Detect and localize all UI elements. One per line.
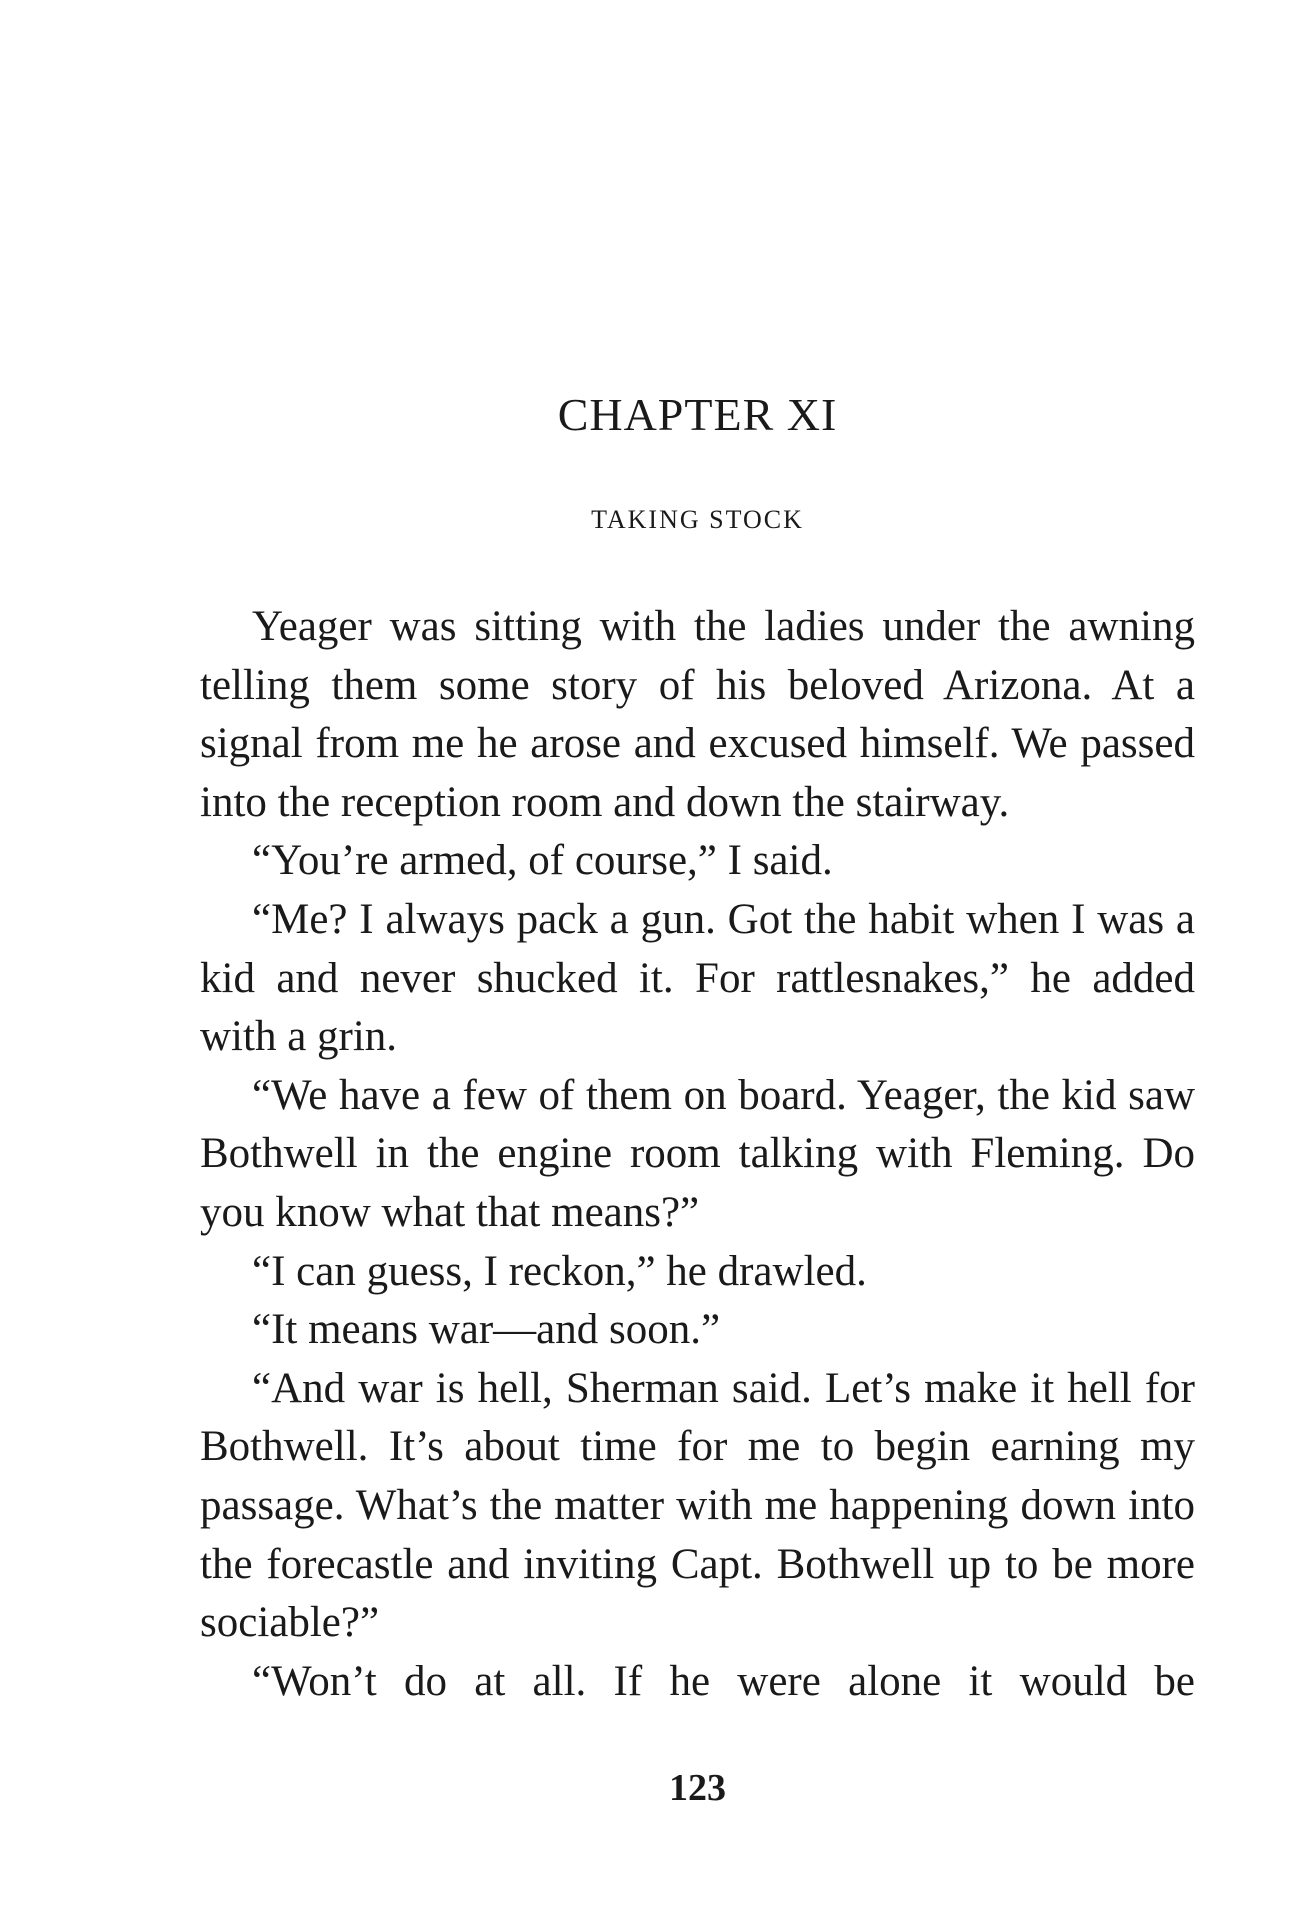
paragraph: Yeager was sitting with the ladies under the awning telling them some story of his beloved Arizona. At a signal from me he arose and excused himself. We passed into the reception room and down the stairway.: [200, 603, 1195, 826]
chapter-subtitle: TAKING STOCK: [591, 505, 804, 534]
paragraph: “We have a few of them on board. Yeager, the kid saw Bothwell in the engine room talking with Fleming. Do you know what that means?”: [200, 1071, 1195, 1236]
paragraph: “You’re armed, of course,” I said.: [252, 837, 833, 885]
body-text: [200, 598, 1195, 1711]
paragraph: “I can guess, I reckon,” he drawled.: [252, 1247, 867, 1295]
chapter-title: CHAPTER XI: [557, 389, 838, 440]
paragraph: “Won’t do at all. If he were alone it would be: [252, 1657, 1195, 1705]
page-number: 123: [669, 1767, 726, 1809]
paragraph: “And war is hell, Sherman said. Let’s make it hell for Bothwell. It’s about time for me to begin earning my passage. What’s the matter with me happening down into the forecastle and inviting Capt. Bothwell up to be more sociable?”: [200, 1364, 1195, 1647]
paragraph: “Me? I always pack a gun. Got the habit when I was a kid and never shucked it. For rattlesnakes,” he added with a grin.: [200, 895, 1195, 1061]
paragraph: “It means war—and soon.”: [252, 1306, 721, 1354]
